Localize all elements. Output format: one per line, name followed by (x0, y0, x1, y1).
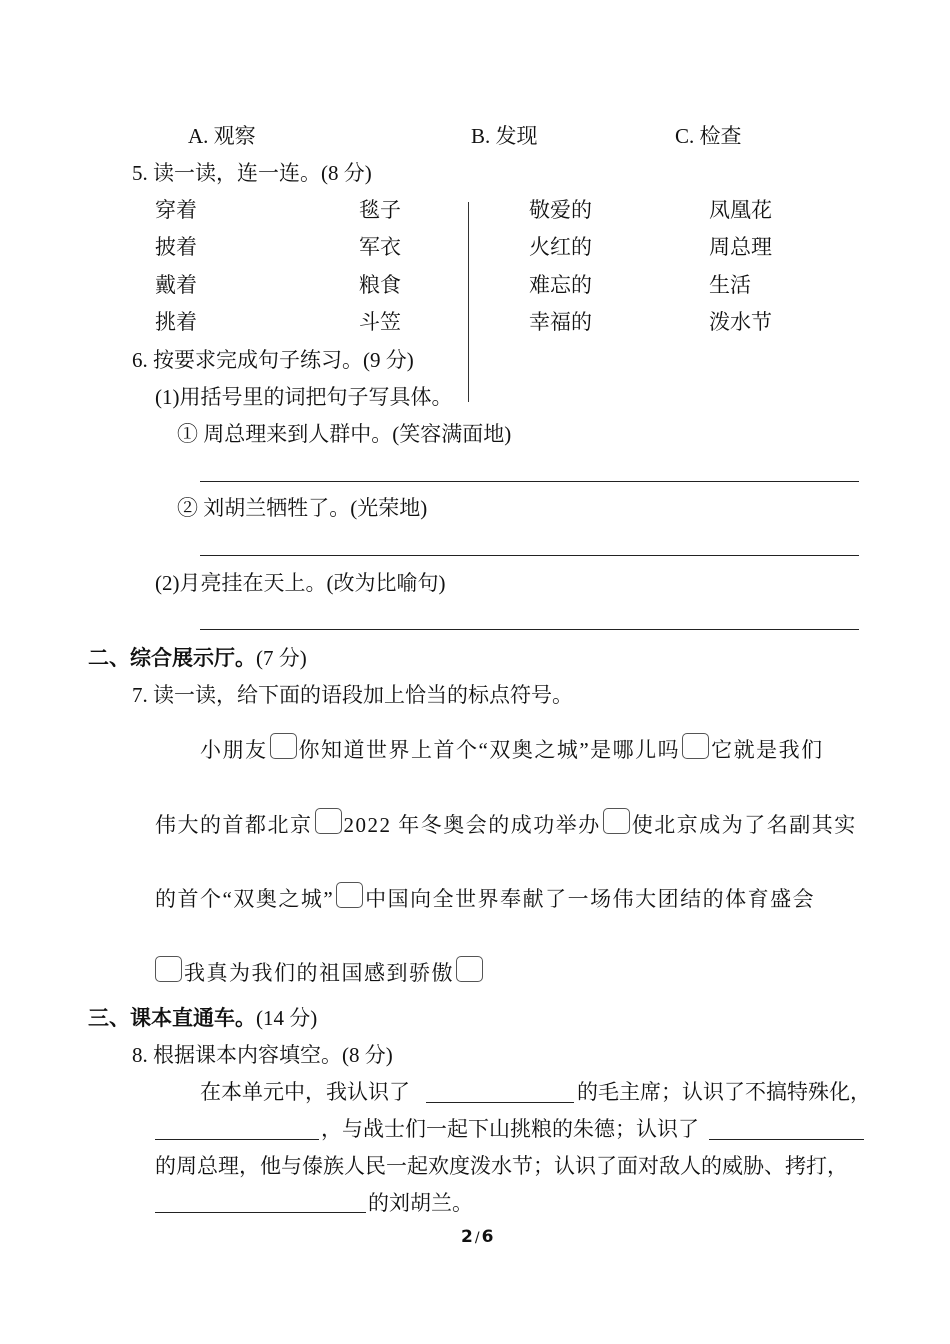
q5-title: 5. 读一读，连一连。(8 分) (132, 161, 372, 185)
q5-left-match: 毯子 (359, 198, 401, 222)
q5-left-match: 粮食 (359, 273, 401, 297)
text-segment: 的首个“双奥之城” (155, 887, 335, 911)
option-c: C. 检查 (675, 124, 742, 148)
q5-right-word: 火红的 (529, 235, 592, 259)
section3-score: (14 分) (256, 1006, 318, 1030)
q8-line1-a: 在本单元中，我认识了 (200, 1080, 410, 1104)
answer-line[interactable] (200, 555, 859, 556)
q5-left-word: 挑着 (155, 310, 197, 334)
option-a: A. 观察 (188, 124, 256, 148)
fill-blank[interactable] (709, 1139, 864, 1140)
q6-sub2: (2)月亮挂在天上。(改为比喻句) (155, 571, 446, 595)
q8-line1-b: 的毛主席；认识了不搞特殊化， (577, 1080, 871, 1104)
text-segment: 伟大的首都北京 (155, 813, 313, 837)
text-segment: 使北京成为了名副其实 (631, 813, 857, 837)
section2-heading (88, 648, 307, 669)
q5-right-match: 凤凰花 (709, 198, 772, 222)
punctuation-box[interactable] (682, 733, 709, 759)
q5-right-word: 幸福的 (529, 310, 592, 334)
q7-title: 7. 读一读，给下面的语段加上恰当的标点符号。 (132, 683, 573, 707)
punctuation-box[interactable] (336, 882, 363, 908)
q6-sub1: (1)用括号里的词把句子写具体。 (155, 385, 453, 409)
q5-right-match: 周总理 (709, 235, 772, 259)
text-segment: 我真为我们的祖国感到骄傲 (184, 961, 454, 985)
q7-line4 (155, 956, 485, 984)
q8-line4: 的刘胡兰。 (368, 1191, 473, 1215)
text-segment: 中国向全世界奉献了一场伟大团结的体育盛会 (365, 887, 816, 911)
section3-heading (88, 1008, 317, 1029)
text-segment: 你知道世界上首个“双奥之城”是哪儿吗 (298, 738, 681, 762)
q6-item2: ② 刘胡兰牺牲了。(光荣地) (177, 496, 428, 520)
q5-right-match: 生活 (709, 273, 751, 297)
q5-left-match: 斗笠 (359, 310, 401, 334)
section3-title: 三、课本直通车。 (88, 1006, 256, 1030)
q7-line3 (155, 882, 815, 910)
total-pages: 6 (481, 1227, 494, 1247)
q5-right-word: 难忘的 (529, 273, 592, 297)
punctuation-box[interactable] (155, 956, 182, 982)
q7-line1 (200, 733, 824, 761)
text-segment: 小朋友 (200, 738, 268, 762)
q8-title: 8. 根据课本内容填空。(8 分) (132, 1043, 393, 1067)
punctuation-box[interactable] (315, 808, 342, 834)
q8-line3: 的周总理，他与傣族人民一起欢度泼水节；认识了面对敌人的威胁、拷打， (155, 1154, 848, 1178)
divider (468, 202, 469, 402)
q5-left-word: 戴着 (155, 273, 197, 297)
q5-left-word: 披着 (155, 235, 197, 259)
option-b: B. 发现 (471, 124, 538, 148)
q8-line2-a: ，与战士们一起下山挑粮的朱德；认识了 (321, 1117, 699, 1141)
q6-item1: ① 周总理来到人群中。(笑容满面地) (177, 422, 512, 446)
q5-right-match: 泼水节 (709, 310, 772, 334)
punctuation-box[interactable] (603, 808, 630, 834)
q7-line2 (155, 808, 857, 836)
punctuation-box[interactable] (270, 733, 297, 759)
q6-title: 6. 按要求完成句子练习。(9 分) (132, 348, 414, 372)
text-segment: 它就是我们 (711, 738, 824, 762)
answer-line[interactable] (200, 629, 859, 630)
text-segment: 2022 年冬奥会的成功举办 (343, 813, 601, 837)
q5-right-word: 敬爱的 (529, 198, 592, 222)
page-number (461, 1229, 493, 1246)
fill-blank[interactable] (155, 1139, 319, 1140)
answer-line[interactable] (200, 481, 859, 482)
current-page: 2 (461, 1227, 473, 1247)
section2-title: 二、综合展示厅。 (88, 646, 256, 670)
q5-left-match: 军衣 (359, 235, 401, 259)
q5-left-word: 穿着 (155, 198, 197, 222)
page-separator: / (474, 1230, 480, 1246)
punctuation-box[interactable] (456, 956, 483, 982)
fill-blank[interactable] (426, 1102, 574, 1103)
section2-score: (7 分) (256, 646, 307, 670)
fill-blank[interactable] (155, 1212, 366, 1213)
